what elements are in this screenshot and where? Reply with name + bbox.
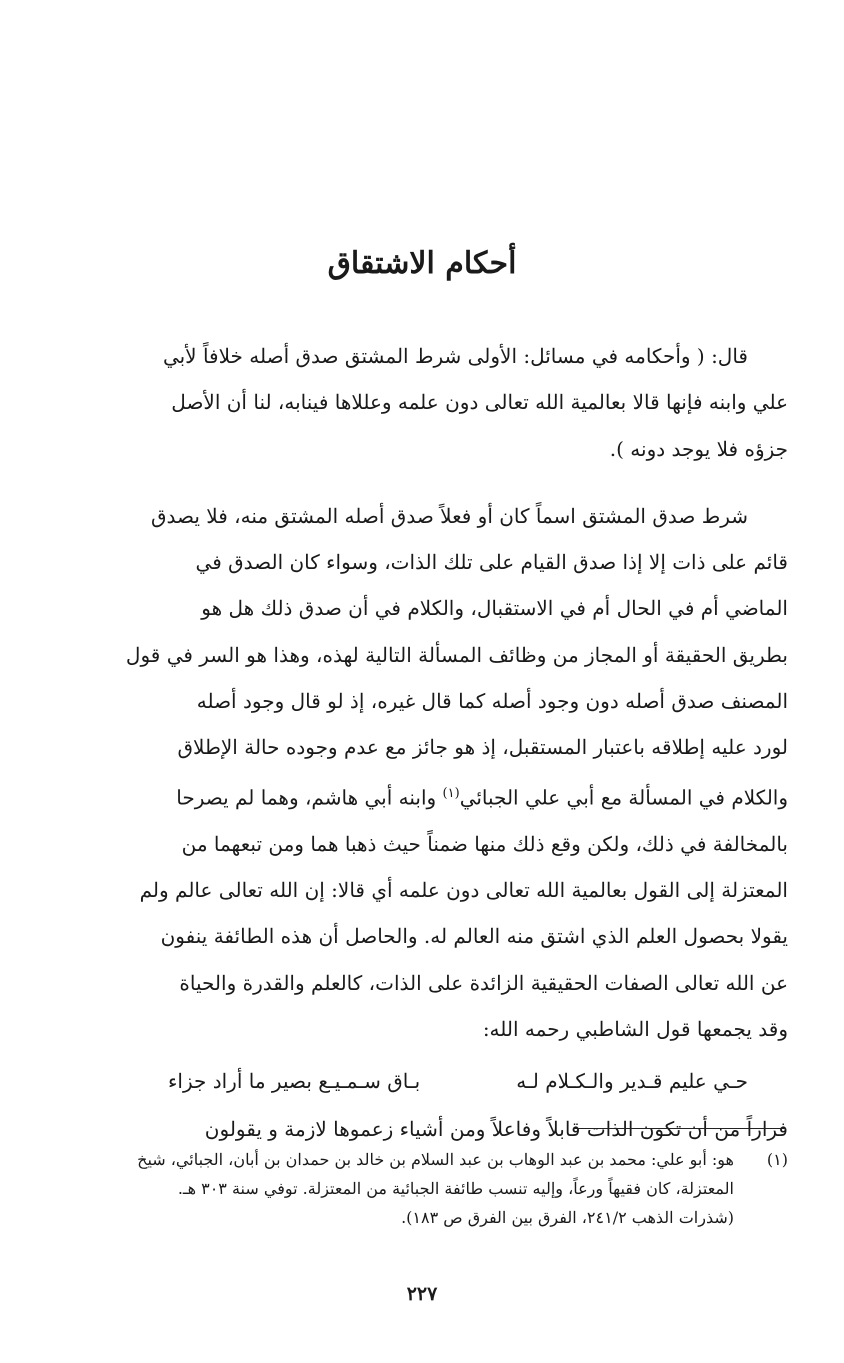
footnote-line: هو: أبو علي: محمد بن عبد الوهاب بن عبد السلام بن خالد بن حمدان بن أبان، الجبائي، شيخ xyxy=(137,1150,734,1169)
footnote-line: المعتزلة، كان فقيهاً ورعاً، وإليه تنسب طائفة الجبائية من المعتزلة. توفي سنة ٣٠٣ هـ. xyxy=(177,1179,734,1198)
footnote-number: (١) xyxy=(766,1150,788,1169)
text-segment: وابنه أبي هاشم، وهما لم يصرحا xyxy=(176,785,443,810)
page-number: ٢٢٧ xyxy=(406,1283,438,1305)
text-line-with-footnote xyxy=(118,771,788,821)
verse-hemistich-first: حـي عليم قـدير والـكـلام لـه xyxy=(516,1069,748,1094)
paragraph-gap xyxy=(118,472,788,493)
footnote-line: (شذرات الذهب ٢٤١/٢، الفرق بين الفرق ص ١٨٣). xyxy=(401,1208,734,1227)
footnote-row xyxy=(118,1145,788,1232)
text-line: شرط صدق المشتق اسماً كان أو فعلاً صدق أصله المشتق منه، فلا يصدق xyxy=(151,503,748,528)
main-text xyxy=(118,333,788,1153)
text-line: المصنف صدق أصله دون وجود أصله كما قال غيره، إذ لو قال وجود أصله xyxy=(196,689,788,714)
text-line: قال: ( وأحكامه في مسائل: الأولى شرط المشتق صدق أصله خلافاً لأبي xyxy=(162,344,748,368)
text-line: لورد عليه إطلاقه باعتبار المستقبل، إذ هو جائز مع عدم وجوده حالة الإطلاق xyxy=(177,735,788,760)
text-line: قائم على ذات إلا إذا صدق القيام على تلك الذات، وسواء كان الصدق في xyxy=(195,550,788,575)
section-heading: أحكام الاشتقاق xyxy=(327,246,517,281)
commentary-paragraph xyxy=(118,493,788,1153)
text-line: يقولا بحصول العلم الذي اشتق منه العالم له. والحاصل أن هذه الطائفة ينفون xyxy=(160,924,788,949)
footnote-separator xyxy=(574,1128,786,1129)
text-line: علي وابنه فإنها قالا بعالمية الله تعالى دون علمه وعللاها فينابه، لنا أن الأصل xyxy=(171,390,788,415)
text-line: جزؤه فلا يوجد دونه ). xyxy=(609,436,788,461)
text-line: بطريق الحقيقة أو المجاز من وظائف المسألة التالية لهذه، وهذا هو السر في قول xyxy=(125,642,788,667)
footnote xyxy=(118,1145,788,1232)
text-line: المعتزلة إلى القول بعالمية الله تعالى دون علمه أي قالا: إن الله تعالى عالم ولم xyxy=(139,877,788,902)
text-line: فراراً من أن تكون الذات قابلاً وفاعلاً ومن أشياء زعموها لازمة و يقولون xyxy=(204,1117,788,1142)
poetry-verse xyxy=(118,1058,788,1104)
quote-paragraph xyxy=(118,333,788,472)
text-segment: والكلام في المسألة مع أبي علي الجبائي xyxy=(459,785,788,810)
text-line: وقد يجمعها قول الشاطبي رحمه الله: xyxy=(482,1016,788,1041)
footnote-marker: (١) xyxy=(442,785,460,801)
footnote-body xyxy=(118,1145,734,1232)
verse-hemistich-second: بـاق سـمـيـع بصير ما أراد جزاء xyxy=(168,1069,421,1094)
text-line: بالمخالفة في ذلك، ولكن وقع ذلك منها ضمناً حيث ذهبا هما ومن تبعهما من xyxy=(181,831,788,856)
text-line: الماضي أم في الحال أم في الاستقبال، والكلام في أن صدق ذلك هل هو xyxy=(201,596,788,621)
text-line: عن الله تعالى الصفات الحقيقية الزائدة على الذات، كالعلم والقدرة والحياة xyxy=(179,970,788,995)
